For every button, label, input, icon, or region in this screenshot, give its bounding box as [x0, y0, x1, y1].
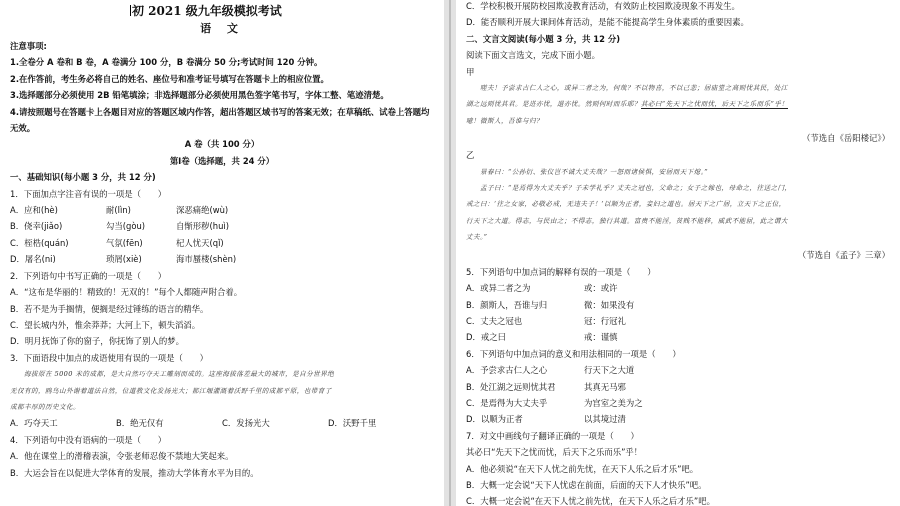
- exam-title: 初 2021 级九年级模拟考试: [132, 4, 282, 18]
- q7-option: B．大概一定会说“天下人忧虑在前面，后面的天下人才快乐”吧。: [466, 479, 707, 490]
- q2-option: A．“这布是华丽的！精致的！无双的！”每个人都随声附合着。: [10, 287, 243, 298]
- section-a-heading: A 卷（共 100 分）: [184, 139, 260, 150]
- section2-heading: 二、文言文阅读(每小题 3 分，共 12 分): [466, 33, 621, 44]
- q5-option: C．丈夫之冠也 冠：行冠礼: [466, 315, 626, 326]
- passage-jia-line: 嗟夫！予尝求古仁人之心，或异二者之为，何哉？不以物喜，不以己悲；居庙堂之高则忧其民，处江: [480, 84, 788, 93]
- q6-stem: 6．下列语句中加点词的意义和用法相同的一项是（ ）: [466, 348, 681, 359]
- notice-3: 3.选择题部分必须使用 2B 铅笔填涂；非选择题部分必须使用黑色签字笔书写，字体工整、笔迹清楚。: [10, 90, 389, 101]
- page-divider: [449, 0, 451, 506]
- q6-option: A．予尝求古仁人之心 行天下之大道: [466, 365, 635, 376]
- passage-yi-line: 孟子曰：“是焉得为大丈夫乎？子未学礼乎？丈夫之冠也，父命之；女子之嫁也，母命之，往送之门，: [480, 184, 792, 193]
- q3-passage-line: 海拔原在 5000 米的成都，是大自然巧夺天工雕刻而成的。这座海拔落差最大的城市，是自分世界绝: [24, 370, 335, 379]
- notice-heading: 注意事项:: [10, 41, 47, 51]
- page-gutter: [444, 0, 456, 506]
- q7-option: C．大概一定会说“在天下人忧之前先忧，在天下人乐之后才乐”吧。: [466, 496, 716, 506]
- q5-option: A．或异二者之为 或：或许: [466, 283, 618, 294]
- q6-option: C．是焉得为大丈夫乎 为宫室之美为之: [466, 397, 643, 408]
- q4-stem: 4．下列语句中没有语病的一项是（ ）: [10, 434, 167, 445]
- q5-option: D．戒之曰 戒：谨慎: [466, 332, 618, 343]
- q1-option-row: C．桎梏(quán) 气氛(fēn) 杞人忧天(qǐ): [10, 237, 224, 248]
- passage-yi-line: 行天下之大道。得志，与民由之；不得志，独行其道。富贵不能淫，贫贱不能移，威武不能屈，此之谓大: [466, 216, 788, 225]
- notice-1: 1.全卷分 A 卷和 B 卷，A 卷满分 100 分，B 卷满分 50 分;考试时间 120 分钟。: [10, 57, 323, 68]
- part1-heading: 第Ⅰ卷（选择题，共 24 分）: [169, 155, 275, 166]
- q4-option: D．能否顺利开展大课间体育活动，是能不能提高学生身体素质的重要因素。: [466, 17, 749, 28]
- q1-option-row: B．侥幸(jiǎo) 勾当(gòu) 自惭形秽(huì): [10, 221, 229, 232]
- q7-option: A．他必须说“在天下人忧之前先忧，在天下人乐之后才乐”吧。: [466, 463, 699, 474]
- q5-option: B．颜斯人，吾谁与归 微：如果没有: [466, 299, 635, 310]
- notice-4: 4.请按照题号在答题卡上各题目对应的答题区域内作答，超出答题区域书写的答案无效；在草稿纸、试卷上答题均无效。: [10, 106, 430, 134]
- passage-yi-label: 乙: [466, 150, 475, 161]
- q6-option: D．以顺为正者 以其境过清: [466, 414, 626, 425]
- q5-stem: 5．下列语句中加点词的解释有误的一项是（ ）: [466, 266, 656, 277]
- section1-heading: 一、基础知识(每小题 3 分，共 12 分): [10, 172, 156, 183]
- right-page: [456, 0, 900, 506]
- passage-jia-line: 噫！微斯人，吾谁与归？: [466, 116, 543, 125]
- passage-jia-label: 甲: [466, 66, 475, 77]
- q1-option-row: D．屠名(ni) 琐屑(xiè) 海市蜃楼(shèn): [10, 254, 237, 265]
- q3-options: A．巧夺天工 B．绝无仅有 C．发扬光大 D．沃野千里: [10, 418, 377, 429]
- q4-option: C．学校积极开展防校园欺凌教育活动，有效防止校园欺凌现象不再发生。: [466, 1, 740, 11]
- subject-title: 语 文: [200, 22, 244, 35]
- q3-passage-line: 无仅有的，鸥鸟山外谢着道法自然，位道教文化发扬光大；都江堰灌溉着沃野千里的成都平原，也带育了: [10, 386, 332, 395]
- passage-yi-line: 丈夫。”: [466, 233, 488, 242]
- q3-stem: 3．下面语段中加点的成语使用有误的一项是（ ）: [10, 352, 208, 363]
- q2-option: D．明月抚饰了你的窗子，你抚饰了别人的梦。: [10, 336, 184, 347]
- source-yi: （节选自《孟子》三章）: [797, 249, 890, 260]
- reading-instruction: 阅读下面文言选文，完成下面小题。: [466, 50, 600, 61]
- q4-option: A．他在课堂上的滑稽表演，令张老师忍俊不禁地大笑起来。: [10, 451, 234, 462]
- q4-option: B．大运会旨在以促进大学体育的发展，推动大学体育水平为目的。: [10, 467, 259, 478]
- notice-2: 2.在作答前，考生务必将自己的姓名、座位号和准考证号填写在答题卡上的相应位置。: [10, 73, 329, 84]
- q7-quote: 其必曰“先天下之忧而忧，后天下之乐而乐”乎！: [466, 447, 643, 458]
- q2-stem: 2．下列语句中书写正确的一项是（ ）: [10, 270, 167, 281]
- q6-option: B．处江湖之远则忧其君 其真无马邪: [466, 381, 626, 392]
- q2-option: C．望长城内外，惟余莽莽；大河上下，顿失滔滔。: [10, 319, 201, 330]
- q2-option: B．若不是为手搁情，便搁是经过锤练的语言的精华。: [10, 303, 209, 314]
- underlined-sentence: 其必曰“先天下之忧而忧，后天下之乐而乐”乎！: [640, 100, 789, 109]
- passage-jia-line: 湖之远则忧其君。是进亦忧，退亦忧。然则何时而乐耶？其必曰“先天下之忧而忧，后天下之乐而乐”乎！: [466, 100, 789, 109]
- q3-passage-line: 成都丰厚的历史文化。: [10, 402, 80, 411]
- passage-yi-line: 景春曰：“公孙衍、张仪岂不诚大丈夫哉？一怒而诸侯惧，安居而天下熄。”: [480, 167, 709, 176]
- passage-yi-line: 戒之曰：‘往之女家，必敬必戒，无违夫子！’以顺为正者，妾妇之道也。居天下之广居，立天下之正位，: [466, 200, 786, 209]
- source-jia: （节选自《岳阳楼记》）: [802, 133, 890, 144]
- q1-stem: 1．下面加点字注音有误的一项是（ ）: [10, 188, 167, 199]
- text-cursor: [130, 5, 131, 16]
- q7-stem: 7．对文中画线句子翻译正确的一项是（ ）: [466, 430, 639, 441]
- left-page: [0, 0, 444, 506]
- q1-option-row: A．应和(hè) 耐(lìn) 深恶痛绝(wù): [10, 205, 229, 216]
